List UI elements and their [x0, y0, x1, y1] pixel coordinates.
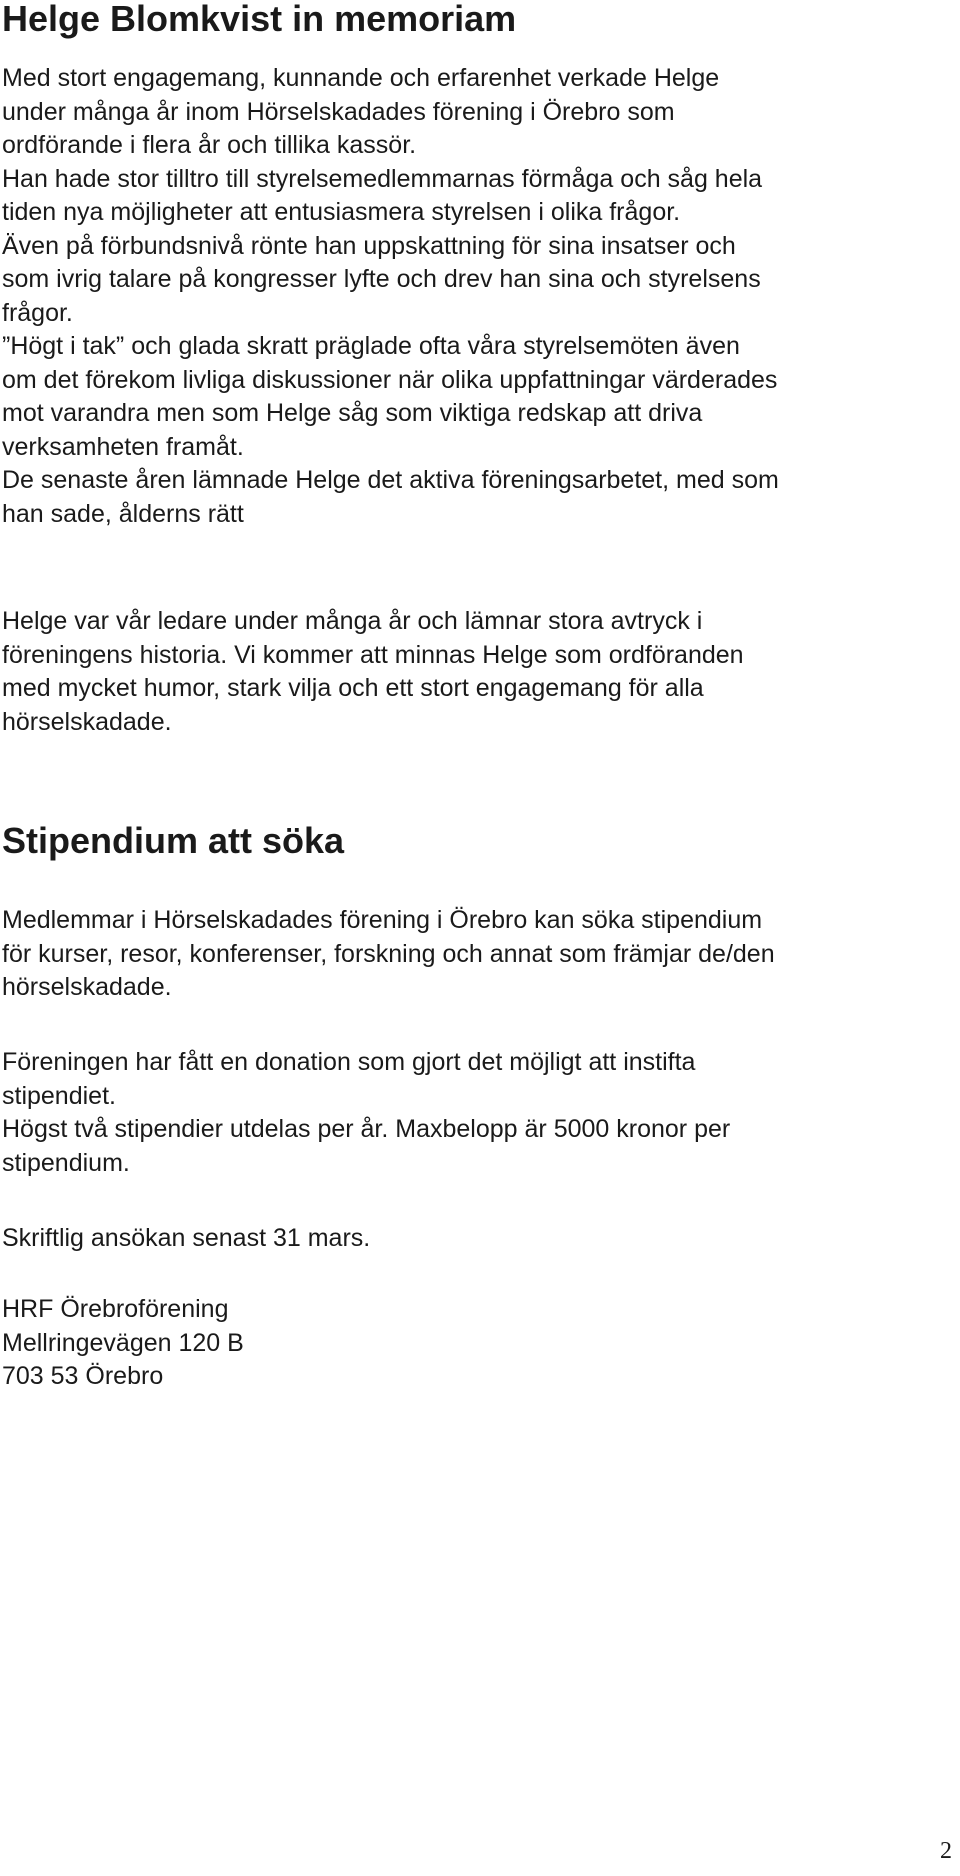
text-line: Även på förbundsnivå rönte han uppskattning för sina insatser och — [2, 231, 736, 260]
text-line: stipendium. — [2, 1148, 130, 1177]
text-line: hörselskadade. — [2, 973, 172, 1001]
text-line: som ivrig talare på kongresser lyfte och drev han sina och styrelsens — [2, 265, 761, 293]
address-block — [2, 1293, 244, 1394]
text-line: han sade, ålderns rätt — [2, 499, 244, 528]
text-line: under många år inom Hörselskadades förening i Örebro som — [2, 97, 675, 126]
address-line: 703 53 Örebro — [2, 1362, 164, 1390]
text-line: Skriftlig ansökan senast 31 mars. — [2, 1224, 371, 1252]
text-line: hörselskadade. — [2, 707, 172, 736]
text-line: De senaste åren lämnade Helge det aktiva föreningsarbetet, med som — [2, 466, 779, 494]
memoriam-title: Helge Blomkvist in memoriam — [2, 0, 517, 39]
text-line: med mycket humor, stark vilja och ett stort engagemang för alla — [2, 674, 704, 702]
text-line: stipendiet. — [2, 1081, 116, 1110]
text-line: verksamheten framåt. — [2, 432, 244, 461]
text-line: Högst två stipendier utdelas per år. Maxbelopp är 5000 kronor per — [2, 1115, 731, 1143]
text-line: för kurser, resor, konferenser, forskning och annat som främjar de/den — [2, 939, 775, 968]
text-line: om det förekom livliga diskussioner när olika uppfattningar värderades — [2, 365, 778, 394]
stipendium-title: Stipendium att söka — [2, 820, 345, 861]
text-line: frågor. — [2, 298, 73, 327]
text-line: Föreningen har fått en donation som gjort det möjligt att instifta — [2, 1048, 696, 1076]
text-line: Helge var vår ledare under många år och lämnar stora avtryck i — [2, 607, 703, 635]
text-line: ordförande i flera år och tillika kassör. — [2, 131, 417, 159]
stipendium-paragraph-1 — [2, 904, 775, 1005]
text-line: Medlemmar i Hörselskadades förening i Örebro kan söka stipendium — [2, 906, 763, 934]
stipendium-paragraph-2 — [2, 1046, 730, 1180]
text-line: föreningens historia. Vi kommer att minnas Helge som ordföranden — [2, 640, 744, 669]
address-line: HRF Örebroförening — [2, 1295, 229, 1323]
page-number: 2 — [940, 1838, 952, 1864]
memoriam-paragraph-1 — [2, 62, 779, 531]
text-line: Med stort engagemang, kunnande och erfarenhet verkade Helge — [2, 64, 720, 92]
memoriam-paragraph-2 — [2, 605, 744, 739]
address-line: Mellringevägen 120 B — [2, 1328, 244, 1357]
text-line: mot varandra men som Helge såg som viktiga redskap att driva — [2, 399, 703, 427]
application-deadline — [2, 1222, 370, 1256]
text-line: ”Högt i tak” och glada skratt präglade ofta våra styrelsemöten även — [2, 332, 740, 360]
text-line: tiden nya möjligheter att entusiasmera styrelsen i olika frågor. — [2, 198, 681, 226]
text-line: Han hade stor tilltro till styrelsemedlemmarnas förmåga och såg hela — [2, 164, 763, 193]
